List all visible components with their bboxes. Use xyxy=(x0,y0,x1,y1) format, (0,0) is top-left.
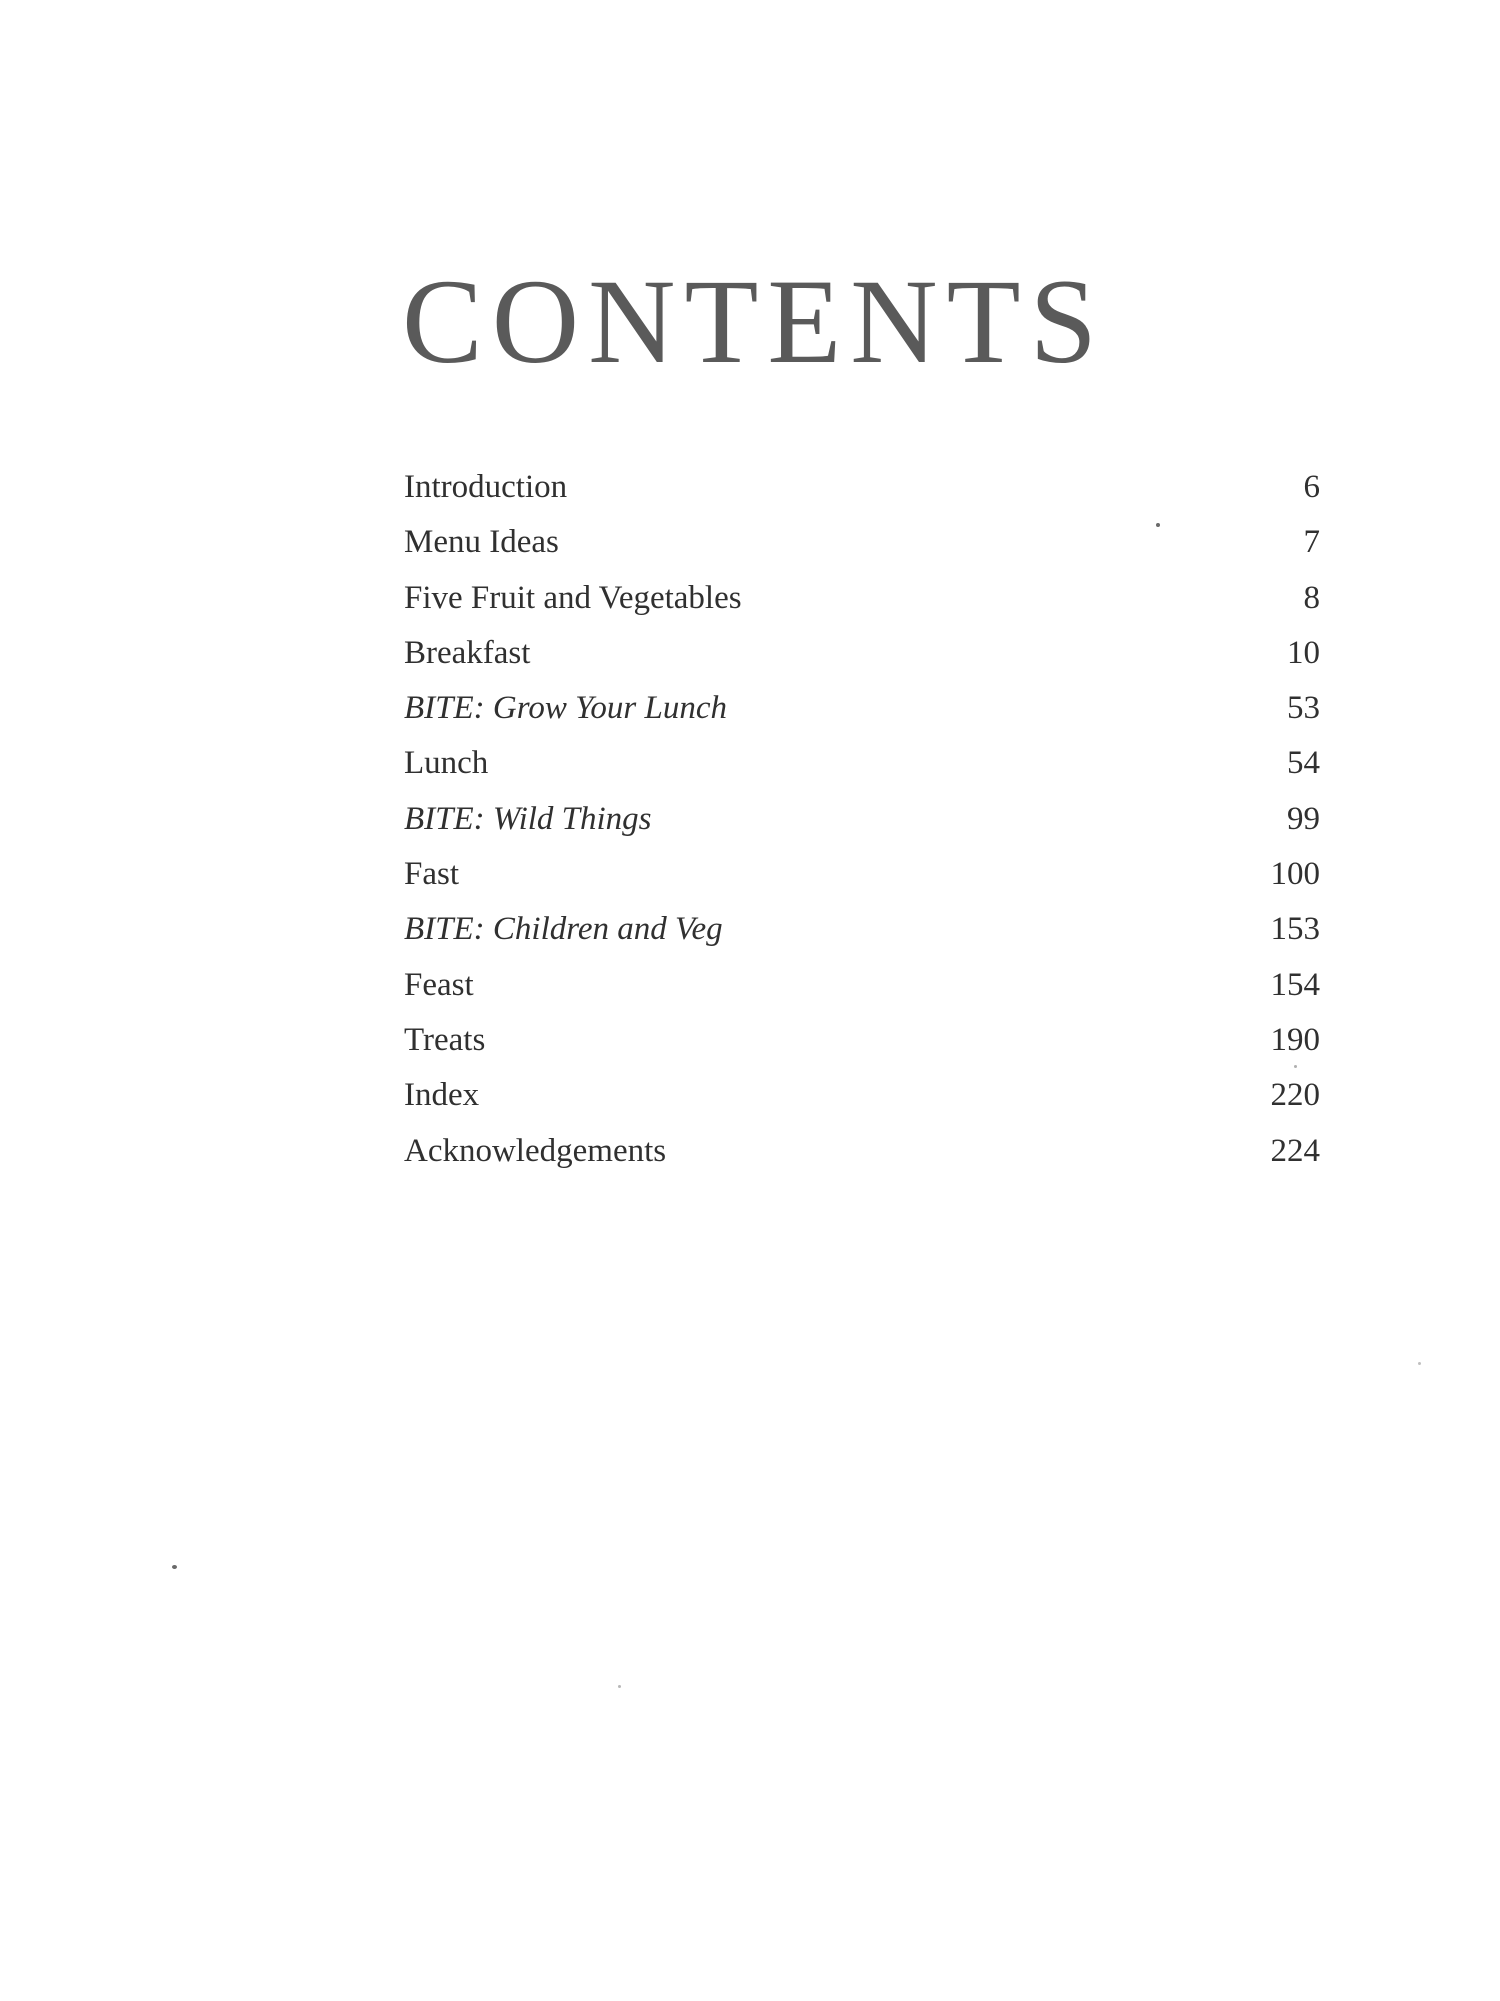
toc-entry-page-number: 100 xyxy=(1270,856,1320,893)
page-title: CONTENTS xyxy=(402,255,1106,389)
toc-entry-label: Index xyxy=(404,1077,480,1114)
toc-entry-page-number: 10 xyxy=(1287,634,1320,671)
toc-entry-page-number: 53 xyxy=(1287,690,1320,727)
toc-entry-page-number: 224 xyxy=(1270,1132,1320,1169)
toc-entry xyxy=(404,958,1320,1013)
toc-entry-label: BITE: Grow Your Lunch xyxy=(404,690,728,727)
table-of-contents xyxy=(404,460,1320,1179)
toc-entry-page-number: 220 xyxy=(1270,1077,1320,1114)
scan-speck xyxy=(172,1565,177,1569)
toc-entry-page-number: 99 xyxy=(1287,800,1320,837)
scan-speck xyxy=(1156,523,1160,527)
toc-entry-page-number: 190 xyxy=(1270,1021,1320,1058)
toc-entry xyxy=(404,847,1320,902)
toc-entry-label: Treats xyxy=(404,1021,486,1058)
toc-entry xyxy=(404,792,1320,847)
toc-entry-label: BITE: Wild Things xyxy=(404,800,652,837)
toc-entry-page-number: 153 xyxy=(1270,911,1320,948)
toc-entry-label: Acknowledgements xyxy=(404,1132,667,1169)
toc-entry xyxy=(404,736,1320,791)
toc-entry-page-number: 7 xyxy=(1303,524,1320,561)
toc-entry-page-number: 8 xyxy=(1303,579,1320,616)
scan-speck xyxy=(618,1685,621,1688)
scan-speck xyxy=(1294,1065,1297,1068)
toc-entry xyxy=(404,515,1320,570)
toc-entry-page-number: 154 xyxy=(1270,966,1320,1003)
toc-entry xyxy=(404,626,1320,681)
toc-entry xyxy=(404,1124,1320,1179)
toc-entry-label: Lunch xyxy=(404,745,489,782)
scan-speck xyxy=(1418,1362,1421,1365)
toc-entry-label: Menu Ideas xyxy=(404,524,559,561)
toc-entry xyxy=(404,681,1320,736)
toc-entry-label: Fast xyxy=(404,856,460,893)
toc-entry xyxy=(404,460,1320,515)
toc-entry-label: Introduction xyxy=(404,469,568,505)
toc-entry xyxy=(404,571,1320,626)
toc-entry-label: BITE: Children and Veg xyxy=(404,911,723,948)
toc-entry xyxy=(404,1013,1320,1068)
toc-entry-page-number: 54 xyxy=(1287,745,1320,782)
toc-entry xyxy=(404,1068,1320,1123)
toc-entry-label: Feast xyxy=(404,966,474,1003)
toc-entry-page-number: 6 xyxy=(1303,469,1320,505)
toc-entry xyxy=(404,902,1320,957)
toc-entry-label: Five Fruit and Vegetables xyxy=(404,579,742,616)
toc-entry-label: Breakfast xyxy=(404,634,531,671)
